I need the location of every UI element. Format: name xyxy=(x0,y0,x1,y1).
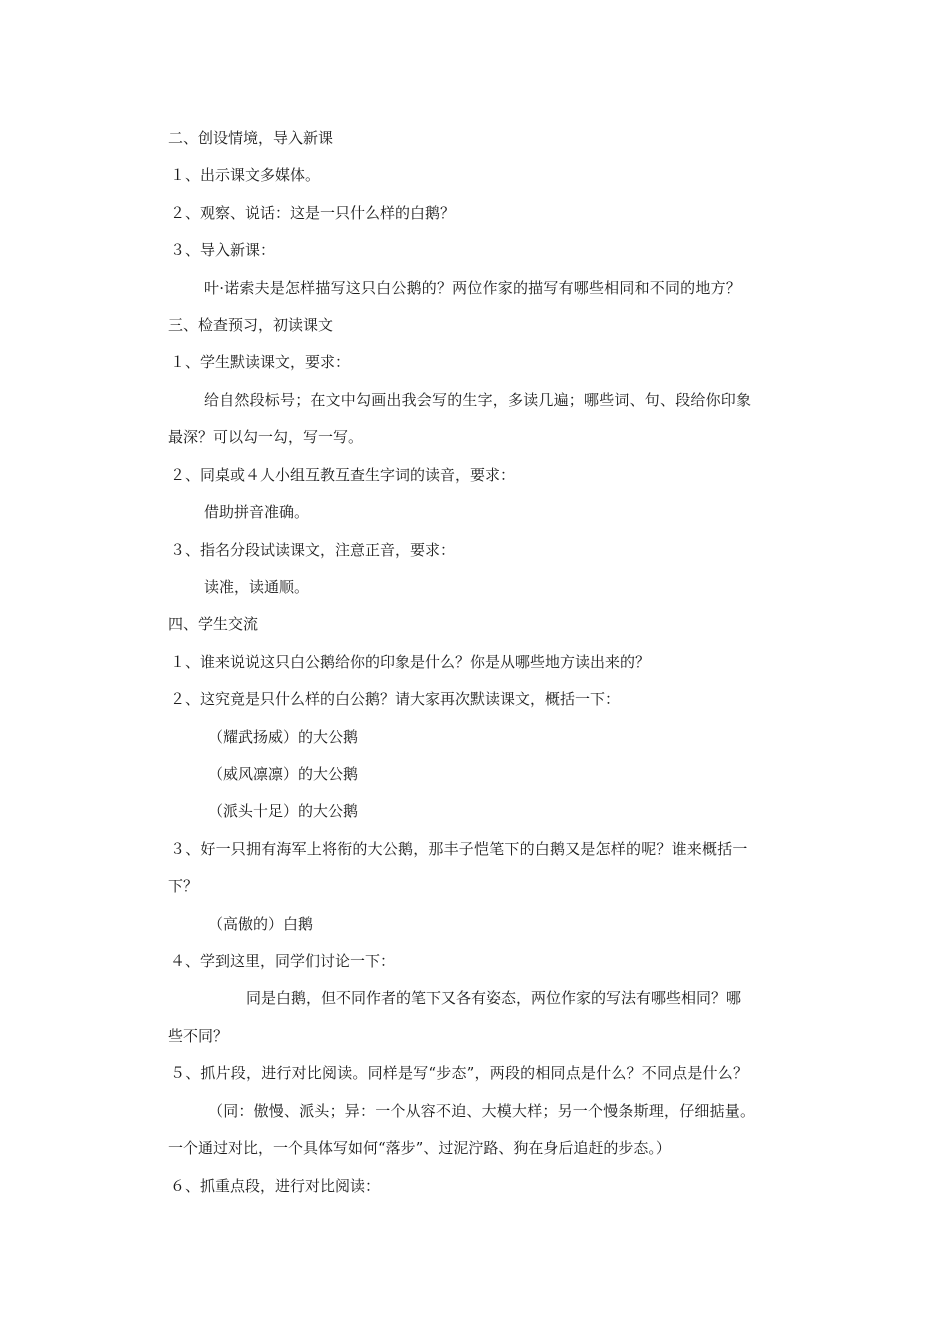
paragraph-continuation: 一个通过对比，一个具体写如何“落步”、过泥泞路、狗在身后追赶的步态。） xyxy=(168,1139,671,1157)
list-item: ５、抓片段，进行对比阅读。同样是写“步态”，两段的相同点是什么？不同点是什么？ xyxy=(170,1064,749,1082)
paragraph-continuation: 最深？可以勾一勾，写一写。 xyxy=(168,428,364,446)
heading-section-4: 四、学生交流 xyxy=(168,615,259,633)
list-item: ２、这究竟是只什么样的白公鹅？请大家再次默读课文，概括一下： xyxy=(170,690,621,708)
list-item: １、学生默读课文，要求： xyxy=(170,353,351,371)
paragraph-continuation: 些不同？ xyxy=(168,1027,229,1045)
paragraph: 读准，读通顺。 xyxy=(204,578,310,596)
paragraph: 借助拼音准确。 xyxy=(204,503,310,521)
list-item: （高傲的）白鹅 xyxy=(208,915,314,933)
list-item: （派头十足）的大公鹅 xyxy=(208,802,359,820)
list-item: （威风凛凛）的大公鹅 xyxy=(208,765,359,783)
list-item: ３、指名分段试读课文，注意正音，要求： xyxy=(170,541,456,559)
paragraph: 同是白鹅，但不同作者的笔下又各有姿态，两位作家的写法有哪些相同？哪 xyxy=(246,989,742,1007)
paragraph: 给自然段标号；在文中勾画出我会写的生字，多读几遍；哪些词、句、段给你印象 xyxy=(204,391,752,409)
paragraph-continuation: 下？ xyxy=(168,877,199,895)
paragraph: （同：傲慢、派头；异：一个从容不迫、大模大样；另一个慢条斯理，仔细掂量。 xyxy=(208,1102,756,1120)
paragraph: 叶·诺索夫是怎样描写这只白公鹅的？两位作家的描写有哪些相同和不同的地方？ xyxy=(204,279,741,297)
list-item: ２、同桌或４人小组互教互查生字词的读音，要求： xyxy=(170,466,516,484)
list-item: ３、导入新课： xyxy=(170,241,276,259)
heading-section-2: 二、创设情境，导入新课 xyxy=(168,129,334,147)
list-item: ６、抓重点段，进行对比阅读： xyxy=(170,1177,381,1195)
list-item: （耀武扬威）的大公鹅 xyxy=(208,728,359,746)
list-item: １、谁来说说这只白公鹅给你的印象是什么？你是从哪些地方读出来的？ xyxy=(170,653,651,671)
heading-section-3: 三、检查预习，初读课文 xyxy=(168,316,334,334)
list-item: １、出示课文多媒体。 xyxy=(170,166,321,184)
list-item: ２、观察、说话：这是一只什么样的白鹅？ xyxy=(170,204,456,222)
list-item: ３、好一只拥有海军上将衔的大公鹅，那丰子恺笔下的白鹅又是怎样的呢？谁来概括一 xyxy=(170,840,748,858)
list-item: ４、学到这里，同学们讨论一下： xyxy=(170,952,396,970)
